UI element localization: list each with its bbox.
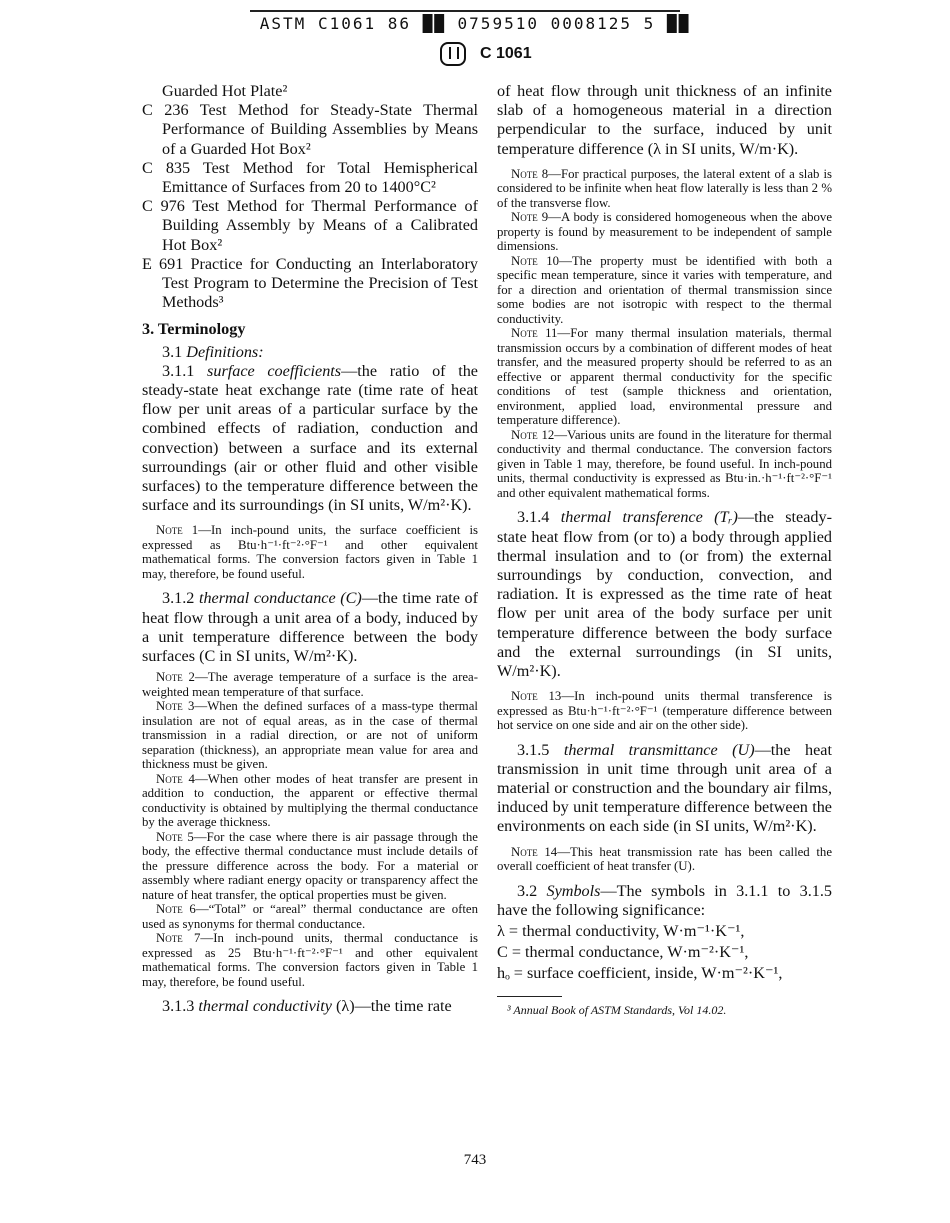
definition-paragraph: 3.1.3 thermal conductivity (λ)—the time rate bbox=[162, 997, 452, 1016]
note: Note 9—A body is considered homogeneous when the above property is found by measurement to be independent of sample dimensions. bbox=[497, 210, 832, 254]
note: Note 12—Various units are found in the literature for thermal conductivity and thermal conductance. The conversion factors given in Table 1 may, therefore, be found useful. In inch-pound units, thermal conductivity is expressed as Btu·in.·h⁻¹·ft⁻²·°F⁻¹ and other equivalent mathematical forms. bbox=[497, 427, 832, 500]
note: Note 6—“Total” or “areal” thermal conductance are often used as synonyms for thermal conductance. bbox=[142, 902, 478, 931]
designation-code: C 1061 bbox=[480, 45, 532, 63]
definition-paragraph: 3.1.4 thermal transference (Tᵣ)—the steady-state heat flow from (or to) a body through applied thermal insulation and to (or from) the external surroundings by conduction, convection, and radiation. It is expressed as the time rate of heat flow per unit area of the body surface per unit temperature difference between the body surface and the external surroundings (in SI units, W/m²·K). bbox=[497, 508, 832, 680]
note: Note 14—This heat transmission rate has been called the overall coefficient of heat transfer (U). bbox=[497, 844, 832, 874]
note: Note 1—In inch-pound units, the surface coefficient is expressed as Btu·h⁻¹·ft⁻²·°F⁻¹ and other equivalent mathematical forms. The conversion factors given in Table 1 may, therefore, be found useful. bbox=[142, 523, 478, 581]
note: Note 11—For many thermal insulation materials, thermal transmission occurs by a combination of different modes of heat transfer, and the measured property should be referred to as an effective or apparent thermal conductivity for the specific conditions of test (sample thickness and orientation, environment, applied load, environmental pressure and temperature difference). bbox=[497, 326, 832, 428]
document-stamp: ASTM C1061 86 ██ 0759510 0008125 5 ██ bbox=[259, 14, 691, 33]
note: Note 2—The average temperature of a surface is the area-weighted mean temperature of that surface. bbox=[142, 670, 478, 699]
symbols-paragraph: 3.2 Symbols—The symbols in 3.1.1 to 3.1.5 have the following significance: bbox=[497, 881, 832, 919]
definition-paragraph: 3.1.1 surface coefficients—the ratio of the steady-state heat exchange rate (time rate of heat flow per unit areas of a particular surface by the combined effects of radiation, conduction and convection) between a surface and its external surroundings (air or other fluid and other visible surfaces) to the temperature difference between the surface and its surroundings (in SI units, W/m²·K). bbox=[142, 361, 478, 515]
footnote: ³ Annual Book of ASTM Standards, Vol 14.02. bbox=[507, 1002, 727, 1017]
note: Note 10—The property must be identified with both a specific mean temperature, since it varies with temperature, and for a direction and orientation of thermal transmission since some bodies are not isotropic with respect to the thermal conductivity. bbox=[497, 253, 832, 326]
definition-paragraph: 3.1.2 thermal conductance (C)—the time rate of heat flow through a unit area of a body, induced by a unit temperature difference between the body surfaces (C in SI units, W/m²·K). bbox=[142, 589, 479, 666]
note: Note 3—When the defined surfaces of a mass-type thermal insulation are not of equal areas, as in the case of thermal transmission in a radial direction, or are not of uniform separation (thickness), an appropriate mean value for area and thickness must be given. bbox=[142, 699, 478, 772]
definition-paragraph: 3.1.5 thermal transmittance (U)—the heat transmission in unit time through unit area of a material or construction and the boundary air films, induced by unit temperature difference between the environments on each side (in SI units, W/m²·K). bbox=[497, 740, 832, 836]
definition-continuation: of heat flow through unit thickness of an infinite slab of a homogeneous material in a direction perpendicular to the surface, induced by unit temperature difference (λ in SI units, W/m·K). bbox=[497, 82, 832, 158]
left-column bbox=[142, 82, 478, 1016]
symbol-item: λ = thermal conductivity, W·m⁻¹·K⁻¹, bbox=[497, 922, 745, 941]
note: Note 13—In inch-pound units thermal transference is expressed as Btu·h⁻¹·ft⁻²·°F⁻¹ (temperature difference between hot service on one side and air on the other side). bbox=[497, 689, 833, 733]
ref-item: C 835 Test Method for Total Hemispherical Emittance of Surfaces from 20 to 1400°C² bbox=[142, 158, 478, 197]
astm-logo-icon bbox=[440, 42, 466, 66]
ref-item: Guarded Hot Plate² bbox=[162, 82, 288, 100]
note: Note 8—For practical purposes, the lateral extent of a slab is considered to be infinite when heat flow laterally is less than 2 % of the transverse flow. bbox=[497, 166, 832, 210]
footnote-rule bbox=[497, 996, 562, 997]
section-heading: 3. Terminology bbox=[142, 320, 246, 339]
subsection-heading: 3.1 Definitions: bbox=[162, 342, 264, 361]
symbol-item: C = thermal conductance, W·m⁻²·K⁻¹, bbox=[497, 943, 749, 962]
note: Note 7—In inch-pound units, thermal conductance is expressed as 25 Btu·h⁻¹·ft⁻²·°F⁻¹ and other equivalent mathematical forms. The conversion factors given in Table 1 may, therefore, be found useful. bbox=[142, 931, 478, 989]
note: Note 4—When other modes of heat transfer are present in addition to conduction, the apparent or effective thermal conductivity is obtained by multiplying the thermal conductance by the average thickness. bbox=[142, 771, 478, 830]
designation bbox=[440, 42, 532, 66]
ref-item: C 976 Test Method for Thermal Performance of Building Assembly by Means of a Calibrated Hot Box² bbox=[142, 197, 478, 254]
page-number: 743 bbox=[463, 1152, 487, 1168]
right-column bbox=[497, 82, 832, 1017]
header-rule bbox=[250, 10, 680, 12]
symbol-item: hₒ = surface coefficient, inside, W·m⁻²·K⁻¹, bbox=[497, 964, 783, 983]
note: Note 5—For the case where there is air passage through the body, the effective thermal conductance must include details of the pressure difference across the body. For a material or assembly where radiant energy opacity or transparency affect the nature of heat transfer, the optical properties must be given. bbox=[142, 829, 478, 902]
ref-item: C 236 Test Method for Steady-State Thermal Performance of Building Assemblies by Means of a Guarded Hot Box² bbox=[142, 101, 478, 158]
ref-item: E 691 Practice for Conducting an Interlaboratory Test Program to Determine the Precision of Test Methods³ bbox=[142, 254, 478, 312]
